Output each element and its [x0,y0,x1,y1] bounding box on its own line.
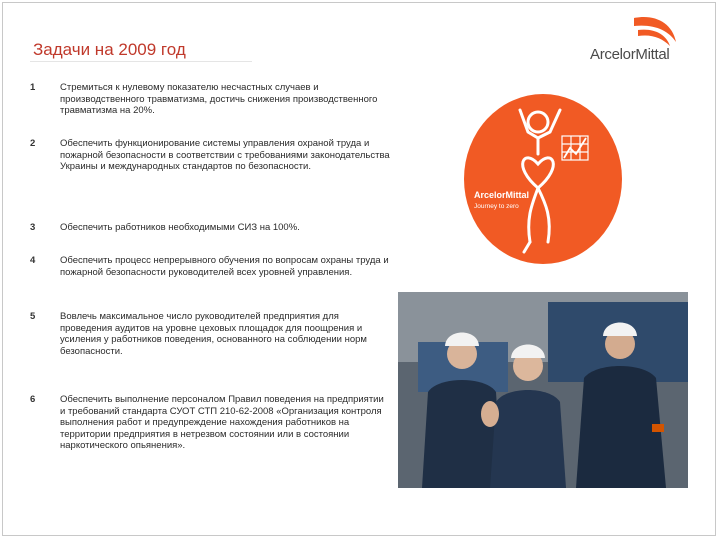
brand-name: ArcelorMittal [590,46,670,63]
task-text: Обеспечить процесс непрерывного обучения по вопросам охраны труда и пожарной безопасности руководителей всех уровней управления. [60,255,389,278]
task-number: 6 [30,394,36,405]
workers-photo [398,292,688,488]
logo-swoosh-inner-icon [638,30,670,46]
page-title: Задачи на 2009 год [33,40,186,59]
journey-to-zero-badge [462,92,624,266]
task-number: 3 [30,222,36,233]
task-number: 5 [30,311,36,322]
title-underline [30,61,252,62]
arcelormittal-logo-icon [568,12,696,72]
task-text: Обеспечить выполнение персоналом Правил поведения на предприятии и требований стандарта СУОТ СТП 210-62-2008 «Организация контроля выполнения работ и предупреждение нахождения работников на территории предприятия в нетрезвом состоянии или в состоянии наркотического опьянения». [60,394,384,451]
badge-tagline: Journey to zero [474,203,519,210]
task-text: Обеспечить функционирование системы управления охраной труда и пожарной безопасности в соответствии с требованиями законодательства Украины и международных стандартов по безопасности. [60,138,390,172]
task-number: 4 [30,255,36,266]
logo-swoosh-icon [634,17,676,42]
task-text: Обеспечить работников необходимыми СИЗ на 100%. [60,222,300,233]
task-text: Вовлечь максимальное число руководителей предприятия для проведения аудитов на уровне цеховых площадок для поощрения и усиления у работников поведения, основанного на соблюдении норм безопасности. [60,311,367,357]
task-number: 1 [30,82,36,93]
badge-brand: ArcelorMittal [474,190,530,200]
logo-patch [652,424,664,432]
task-text: Стремиться к нулевому показателю несчастных случаев и производственного травматизма, достичь снижения производственного травматизма на 20%. [60,82,378,116]
hand [481,401,499,427]
badge-circle [464,94,622,264]
task-number: 2 [30,138,36,149]
